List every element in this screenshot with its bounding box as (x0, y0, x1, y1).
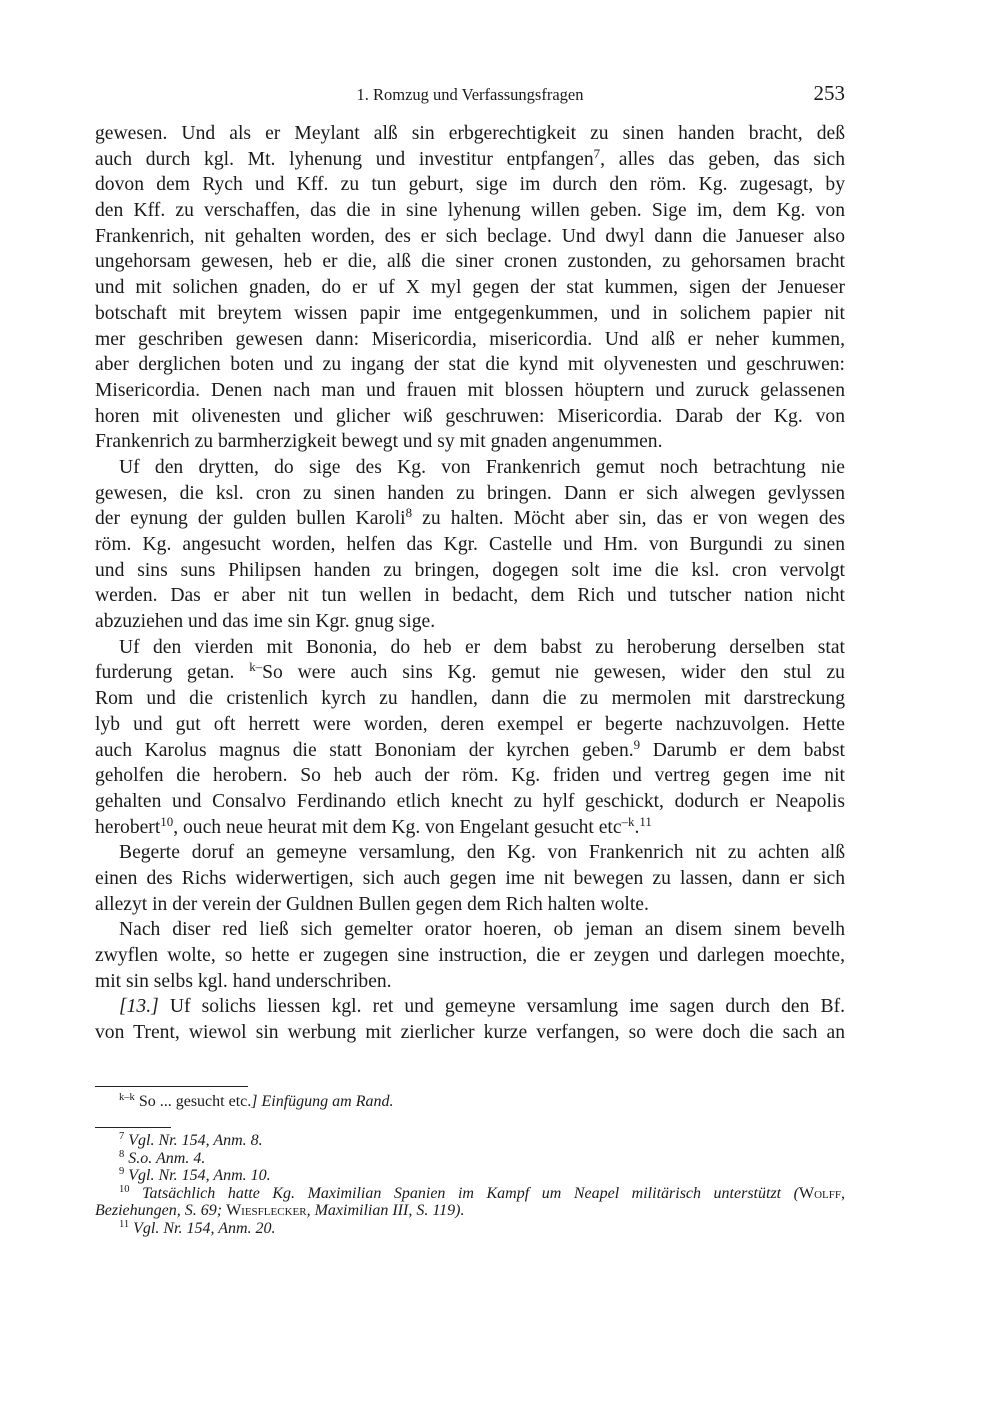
text-line (95, 738, 845, 764)
text-run: röm. Kg. angesucht worden, helfen das Kgr. Castelle und Hm. von Burgundi zu sinen (95, 534, 845, 555)
text-run: der eynung der gulden bullen Karoli (95, 508, 406, 530)
paragraph (95, 917, 845, 994)
footnote (95, 1185, 845, 1220)
text-line (95, 1020, 845, 1046)
text-line (95, 994, 845, 1020)
text-line (95, 429, 845, 455)
note-marker: 8 (405, 505, 413, 521)
text-run: mit sin selbs kgl. hand underschriben. (95, 970, 392, 992)
text-line (95, 198, 845, 224)
note-text (95, 1132, 263, 1149)
text-run: abzuziehen und das ime sin Kgr. gnug sige. (95, 611, 436, 633)
text-run: gewesen, die ksl. cron zu sinen handen zu bringen. Dann er sich alwegen gevlyssen (95, 482, 845, 504)
text-run: Rom und die cristenlich kyrch zu handlen, dann die zu mermolen mit darstreckung (95, 688, 845, 710)
note-marker: 10 (160, 813, 174, 829)
footnote-rule (95, 1127, 171, 1128)
text-run: horen mit olivenesten und glicher wiß geschruwen: Misericordia. Darab der Kg. von (95, 405, 845, 427)
text-run: Beziehungen, S. 69; (95, 1202, 227, 1220)
text-line (95, 224, 845, 250)
note-text (95, 1220, 276, 1237)
note-marker: 9 (119, 1166, 125, 1178)
paragraph (95, 121, 845, 455)
text-run: lyb und gut oft herrett were worden, deren exempel er begerte nachzuvolgen. Hette (95, 713, 845, 735)
note-text (95, 1093, 393, 1110)
chapter-title: 1. Romzug und Verfassungsfragen (356, 85, 584, 104)
text-run: S.o. Anm. 4. (124, 1149, 206, 1167)
text-run: Wolff, (799, 1184, 845, 1202)
text-run: aber derglichen boten und zu ingang der stat die kynd mit olyvenesten und geschruwen: (95, 354, 845, 376)
note-marker: 7 (593, 145, 601, 161)
text-run: Misericordia. Denen nach man und frauen mit blossen höuptern und zuruck gelassenen (95, 379, 845, 401)
text-run: werden. Das er aber nit tun wellen in bedacht, dem Rich und tutscher nation nicht (95, 585, 845, 607)
text-line (95, 583, 845, 609)
note-marker: –k (621, 813, 635, 829)
text-line (95, 609, 845, 635)
text-line (95, 352, 845, 378)
text-run: Wiesflecker (226, 1202, 307, 1220)
text-run: und sins suns Philipsen handen zu bringen, dogegen solt ime die ksl. cron vervolgt (95, 559, 845, 581)
text-run: Uf den drytten, do sige des Kg. von Frankenrich gemut noch betrachtung nie (119, 456, 845, 478)
text-run: Nach diser red ließ sich gemelter orator hoeren, ob jeman an disem sinem bevelh (119, 919, 845, 941)
footnote (95, 1220, 845, 1238)
page-number: 253 (813, 81, 845, 105)
footnotes (95, 1132, 845, 1238)
text-run: dovon dem Rych und Kff. zu tun geburt, sige im durch den röm. Kg. zugesagt, by (95, 174, 845, 196)
note-marker: 7 (119, 1131, 125, 1143)
text-run: mer geschriben gewesen dann: Misericordia, misericordia. Und alß er neher kummen, (95, 328, 845, 350)
running-head (95, 83, 845, 107)
text-run: Frankenrich, nit gehalten worden, des er sich beclage. Und dwyl dann die Janueser also (95, 225, 845, 247)
text-run: Vgl. Nr. 154, Anm. 10. (124, 1167, 271, 1185)
note-text (95, 1150, 205, 1167)
text-run: allezyt in der verein der Guldnen Bullen gegen dem Rich halten wolte. (95, 893, 649, 915)
note-marker: 11 (119, 1219, 130, 1231)
text-line (95, 481, 845, 507)
text-line (95, 404, 845, 430)
text-line (95, 917, 845, 943)
text-line (95, 763, 845, 789)
footnote-line (95, 1202, 845, 1220)
text-line (95, 558, 845, 584)
text-line (95, 712, 845, 738)
footnote-line (95, 1185, 845, 1203)
text-run: geholfen die herobern. So heb auch der röm. Kg. friden und vertreg gegen ime nit (95, 765, 845, 787)
text-line (95, 275, 845, 301)
text-run: . (634, 816, 640, 838)
text-line (95, 969, 845, 995)
text-run: So were auch sins Kg. gemut nie gewesen, wider den stul zu (262, 662, 845, 684)
text-line (95, 327, 845, 353)
text-run: Uf den vierden mit Bononia, do heb er dem babst zu heroberung derselben stat (119, 636, 845, 658)
text-line (95, 635, 845, 661)
text-line (95, 147, 845, 173)
text-run: , alles das geben, das sich (600, 148, 845, 170)
text-line (95, 301, 845, 327)
text-line (95, 840, 845, 866)
text-run: , ouch neue heurat mit dem Kg. von Engelant gesucht etc (173, 816, 622, 838)
critical-apparatus (95, 1093, 845, 1111)
footnote-line (95, 1132, 845, 1150)
critical-apparatus-rule (95, 1086, 248, 1087)
text-line (95, 172, 845, 198)
text-run: ] Einfügung am Rand. (251, 1093, 394, 1110)
main-text (95, 121, 845, 1046)
text-run: Begerte doruf an gemeyne versamlung, den Kg. von Frankenrich nit zu achten alß (119, 842, 845, 864)
text-line (95, 815, 845, 841)
text-line (95, 378, 845, 404)
note-text (95, 1185, 845, 1202)
text-run: botschaft mit breytem wissen papir ime entgegenkummen, und in solichem papier nit (95, 302, 845, 324)
text-line (95, 532, 845, 558)
text-run: von Trent, wiewol sin werbung mit zierlicher kurze verfangen, so were doch die sach an (95, 1022, 845, 1044)
note-marker: 10 (119, 1183, 130, 1195)
footnote-line (95, 1150, 845, 1168)
text-line (95, 866, 845, 892)
note-text (95, 1167, 271, 1184)
footnote-line (95, 1220, 845, 1238)
text-run: furderung getan. (95, 662, 250, 684)
text-line (95, 686, 845, 712)
text-run: , Maximilian III, S. 119). (306, 1202, 465, 1220)
text-run: Uf solichs liessen kgl. ret und gemeyne versamlung ime sagen durch den Bf. (158, 996, 845, 1018)
text-line (95, 943, 845, 969)
text-run: Darumb er dem babst (640, 739, 845, 761)
text-run: den Kff. zu verschaffen, das die in sine lyhenung willen geben. Sige im, dem Kg. von (95, 200, 845, 222)
text-line (95, 506, 845, 532)
text-run: gehalten und Consalvo Ferdinando etlich knecht zu hylf geschickt, dodurch er Neapolis (95, 790, 845, 812)
paragraph (95, 455, 845, 635)
note-marker: 9 (633, 736, 641, 752)
text-run: Frankenrich zu barmherzigkeit bewegt und sy mit gnaden angenummen. (95, 431, 663, 453)
text-run: herobert (95, 816, 161, 838)
text-run: ungehorsam gewesen, heb er die, alß die siner cronen zustonden, zu gehorsamen bracht (95, 251, 845, 273)
note-marker: k– (249, 659, 263, 675)
note-text (95, 1202, 464, 1219)
text-run: zwyflen wolte, so hette er zugegen sine instruction, die er zeygen und darlegen moechte, (95, 945, 845, 966)
text-run: Vgl. Nr. 154, Anm. 20. (129, 1219, 276, 1237)
text-run: auch durch kgl. Mt. lyhenung und investitur entpfangen (95, 148, 594, 170)
paragraph (95, 635, 845, 841)
text-run: Vgl. Nr. 154, Anm. 8. (124, 1132, 263, 1149)
footnote (95, 1167, 845, 1185)
text-run: [13.] (119, 996, 159, 1018)
text-run: und mit solichen gnaden, do er uf X myl gegen der stat kummen, sigen der Jenueser (95, 277, 845, 299)
footnote-line (95, 1167, 845, 1185)
text-line (95, 249, 845, 275)
text-run: einen des Richs widerwertigen, sich auch gegen ime nit bewegen zu lassen, dann er sich (95, 867, 845, 889)
text-line (95, 455, 845, 481)
footnote (95, 1150, 845, 1168)
critical-note (95, 1093, 845, 1111)
note-marker: 11 (639, 813, 652, 829)
text-line (95, 789, 845, 815)
footnote (95, 1132, 845, 1150)
text-run: zu halten. Möcht aber sin, das er von wegen des (412, 508, 846, 530)
note-marker: k–k (119, 1092, 135, 1104)
text-line (95, 121, 845, 147)
text-run: gewesen. Und als er Meylant alß sin erbgerechtigkeit zu sinen handen bracht, deß (95, 123, 845, 144)
text-line (95, 892, 845, 918)
text-run: So ... gesucht etc. (134, 1093, 252, 1110)
paragraph (95, 840, 845, 917)
paragraph (95, 994, 845, 1045)
text-run: auch Karolus magnus die statt Bononiam der kyrchen geben. (95, 739, 634, 761)
text-line (95, 660, 845, 686)
text-run: Tatsächlich hatte Kg. Maximilian Spanien im Kampf um Neapel militärisch unterstützt ( (129, 1184, 799, 1202)
note-marker: 8 (119, 1148, 125, 1160)
